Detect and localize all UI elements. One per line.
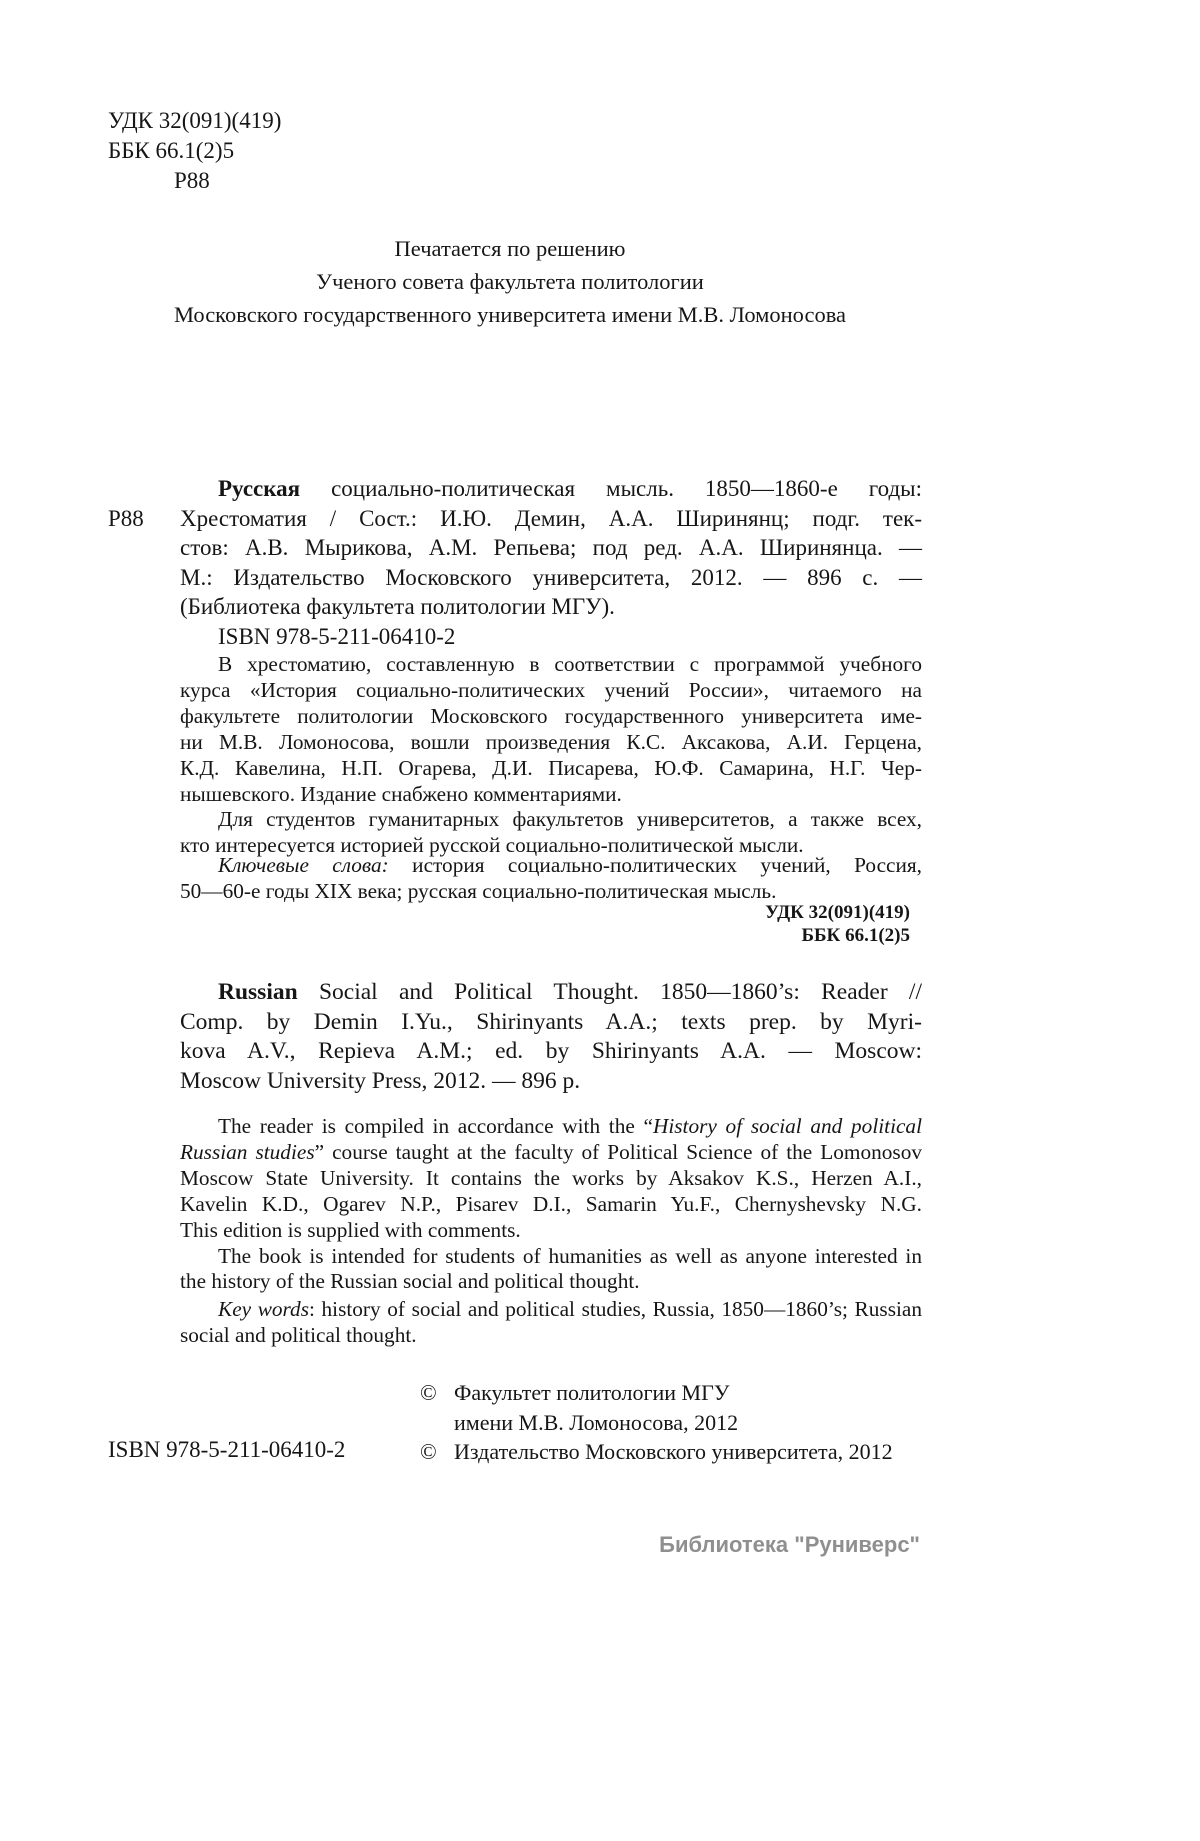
publication-decree	[110, 232, 910, 331]
classification-codes-top	[108, 106, 281, 196]
udk-number: УДК 32(091)(419)	[108, 108, 282, 133]
keywords-text: история социально-политических учений, Россия,	[388, 853, 922, 877]
bib-title-bold: Russian	[218, 979, 298, 1005]
abstract-line: факультете политологии Московского государственного университета име-	[180, 703, 922, 728]
copyright-symbol: ©	[420, 1380, 437, 1405]
copyright-block	[420, 1378, 893, 1467]
bib-line	[180, 474, 922, 504]
abstract-line: This edition is supplied with comments.	[180, 1217, 521, 1242]
bib-title-rest: социально-политическая мысль. 1850—1860-е годы:	[300, 476, 922, 501]
abstract-line: Для студентов гуманитарных факультетов университетов, а также всех,	[218, 807, 922, 832]
copyright-text: Факультет политологии МГУ	[454, 1380, 730, 1405]
udk-number-right: УДК 32(091)(419)	[765, 902, 910, 923]
copyright-text: имени М.В. Ломоносова, 2012	[454, 1409, 739, 1435]
abstract-line: Kavelin K.D., Ogarev N.P., Pisarev D.I., Samarin Yu.F., Chernyshevsky N.G.	[180, 1191, 922, 1216]
bib-line: kova A.V., Repieva A.M.; ed. by Shirinyants A.A. — Moscow:	[180, 1038, 922, 1064]
keywords-line	[180, 1296, 922, 1322]
copyright-text: Издательство Московского университета, 2012	[454, 1439, 893, 1464]
course-title-italic: History of social and political	[652, 1114, 923, 1138]
course-title-italic: Russian studies	[180, 1139, 315, 1164]
russian-bibliographic-entry	[108, 474, 922, 651]
abstract-line	[180, 1140, 922, 1166]
bib-line	[180, 978, 922, 1008]
copyright-symbol-spacer	[420, 1408, 454, 1438]
isbn-number-bottom: ISBN 978-5-211-06410-2	[108, 1437, 346, 1462]
bib-line: Comp. by Demin I.Yu., Shirinyants A.A.; texts prep. by Myri-	[180, 1008, 922, 1035]
abstract-line: the history of the Russian social and political thought.	[180, 1269, 640, 1294]
copyright-symbol: ©	[420, 1439, 437, 1464]
abstract-line	[180, 1114, 922, 1140]
copyright-line	[420, 1408, 893, 1438]
abstract-line: Moscow State University. It contains the works by Aksakov K.S., Herzen A.I.,	[180, 1165, 922, 1190]
bib-line: Хрестоматия / Сост.: И.Ю. Демин, А.А. Ширинянц; подг. тек-	[180, 505, 922, 531]
abstract-line: ни М.В. Ломоносова, вошли произведения К.С. Аксакова, А.И. Герцена,	[180, 729, 922, 754]
copyright-line	[420, 1437, 893, 1467]
abstract-line: нышевского. Издание снабжено комментариями.	[180, 781, 622, 806]
abstract-line: К.Д. Кавелина, Н.П. Огарева, Д.И. Писарева, Ю.Ф. Самарина, Н.Г. Чер-	[180, 755, 922, 780]
russian-abstract	[180, 652, 922, 859]
abstract-line: В хрестоматию, составленную в соответствии с программой учебного	[218, 652, 922, 676]
english-keywords	[180, 1296, 922, 1348]
english-abstract	[180, 1114, 922, 1295]
classification-codes-right	[765, 902, 910, 947]
abstract-text: The reader is compiled in accordance with the “	[218, 1114, 653, 1138]
library-watermark: Библиотека "Руниверс"	[659, 1532, 920, 1557]
bib-line: М.: Издательство Московского университета, 2012. — 896 с. —	[180, 564, 922, 590]
decree-line: Московского государственного университета имени М.В. Ломоносова	[173, 302, 847, 327]
keywords-label: Key words	[218, 1297, 309, 1321]
keywords-text: : history of social and political studies, Russia, 1850—1860’s; Russian	[309, 1297, 922, 1321]
bib-title-bold: Русская	[218, 476, 301, 501]
abstract-line: курса «История социально-политических учений России», читаемого на	[180, 677, 922, 702]
bib-line: стов: А.В. Мырикова, А.М. Репьева; под ред. А.А. Ширинянца. —	[180, 535, 922, 560]
keywords-line: social and political thought.	[180, 1323, 417, 1347]
abstract-text: ” course taught at the faculty of Political Science of the Lomonosov	[314, 1139, 922, 1164]
margin-author-sign: Р88	[108, 505, 144, 531]
abstract-line: The book is intended for students of humanities as well as anyone interested in	[218, 1243, 922, 1268]
author-sign: Р88	[174, 168, 210, 193]
bib-line: (Библиотека факультета политологии МГУ).	[180, 594, 615, 619]
russian-keywords	[180, 852, 922, 904]
keywords-line: 50—60-е годы XIX века; русская социально-политическая мысль.	[180, 879, 777, 903]
keywords-label: Ключевые слова:	[218, 853, 389, 877]
bbk-number-right: ББК 66.1(2)5	[801, 924, 910, 946]
bib-line: Moscow University Press, 2012. — 896 p.	[180, 1067, 581, 1094]
decree-line: Ученого совета факультета политологии	[316, 269, 704, 294]
bbk-number: ББК 66.1(2)5	[108, 138, 235, 163]
bib-title-rest: Social and Political Thought. 1850—1860’s: Reader //	[297, 979, 922, 1005]
decree-line: Печатается по решению	[394, 236, 626, 261]
copyright-line	[420, 1378, 893, 1408]
abstract-line: кто интересуется историей русской социально-политической мысли.	[180, 833, 804, 858]
isbn-number: ISBN 978-5-211-06410-2	[218, 623, 456, 649]
english-bibliographic-entry	[180, 978, 922, 1096]
keywords-line	[180, 852, 922, 878]
